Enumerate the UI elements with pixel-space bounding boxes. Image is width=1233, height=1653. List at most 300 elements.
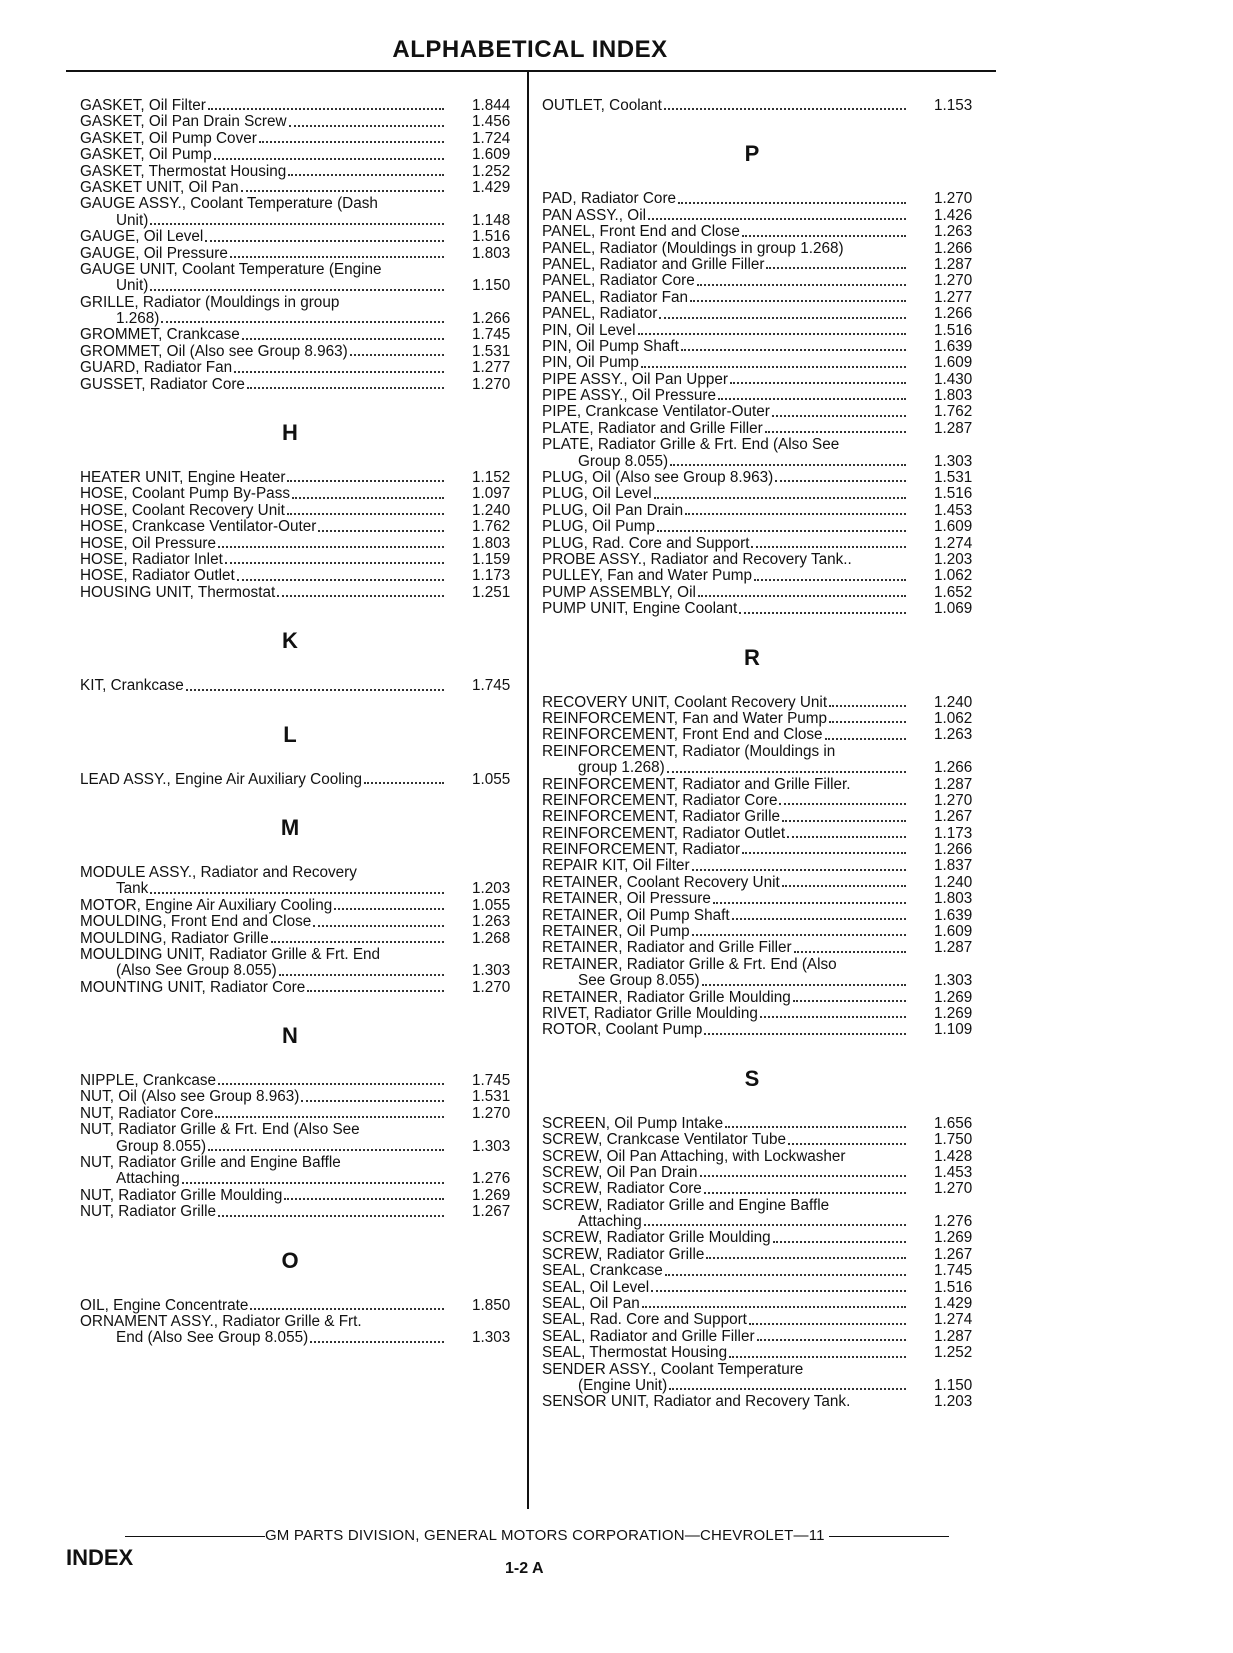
entry-page-ref: 1.531 <box>472 342 511 360</box>
dot-leader <box>218 1204 444 1216</box>
section-letter-heading: M <box>280 814 300 840</box>
entry-name: REINFORCEMENT, Radiator Core <box>542 791 778 809</box>
dot-leader <box>829 695 906 707</box>
index-entry-line <box>80 865 515 881</box>
dot-leader <box>779 793 906 805</box>
dot-leader <box>757 1329 906 1341</box>
index-entry <box>80 519 515 535</box>
index-entry <box>80 470 515 486</box>
dot-leader <box>150 213 444 225</box>
index-entry <box>542 1378 977 1394</box>
entry-name: MOTOR, Engine Air Auxiliary Cooling <box>80 896 333 914</box>
index-entry <box>542 355 977 371</box>
entry-name: SCREW, Crankcase Ventilator Tube <box>542 1131 787 1149</box>
index-entry <box>80 1073 515 1089</box>
entry-page-ref: 1.803 <box>472 534 511 552</box>
dot-leader <box>218 536 444 548</box>
index-entry <box>80 898 515 914</box>
entry-page-ref: 1.203 <box>472 880 511 898</box>
dot-leader <box>775 470 906 482</box>
entry-page-ref: 1.270 <box>472 375 511 393</box>
entry-page-ref: 1.303 <box>472 962 511 980</box>
dot-leader <box>271 931 444 943</box>
column-divider <box>527 72 529 1509</box>
index-entry <box>542 777 977 793</box>
entry-page-ref: 1.745 <box>472 326 511 344</box>
entry-name: ROTOR, Coolant Pump <box>542 1021 703 1039</box>
dot-leader <box>704 1181 906 1193</box>
entry-page-ref: 1.266 <box>934 841 973 859</box>
index-entry-line <box>542 744 977 760</box>
entry-page-ref: 1.062 <box>934 567 973 585</box>
entry-page-ref: 1.269 <box>934 1229 973 1247</box>
dot-leader <box>665 1263 906 1275</box>
dot-leader <box>690 290 906 302</box>
index-entry <box>542 372 977 388</box>
dot-leader <box>853 777 906 789</box>
index-entry <box>542 404 977 420</box>
entry-name: Group 8.055) <box>542 454 670 470</box>
index-entry <box>542 940 977 956</box>
dot-leader <box>150 881 444 893</box>
entry-name: HEATER UNIT, Engine Heater <box>80 469 286 487</box>
entry-page-ref: 1.062 <box>934 709 973 727</box>
entry-page-ref: 1.303 <box>934 972 973 990</box>
entry-name: 1.268) <box>80 311 161 327</box>
entry-name: NUT, Radiator Grille Moulding <box>80 1186 283 1204</box>
entry-name: PIPE, Crankcase Ventilator-Outer <box>542 403 770 421</box>
dot-leader <box>706 1247 906 1259</box>
entry-name: SEAL, Crankcase <box>542 1262 663 1280</box>
entry-name: REINFORCEMENT, Radiator Grille <box>542 808 780 826</box>
dot-leader <box>237 568 444 580</box>
entry-page-ref: 1.148 <box>472 211 511 229</box>
entry-page-ref: 1.270 <box>472 1104 511 1122</box>
entry-name: PLUG, Oil Pump <box>542 518 656 536</box>
index-entry <box>80 536 515 552</box>
entry-name: PLUG, Oil Pan Drain <box>542 501 684 519</box>
dot-leader <box>846 241 906 253</box>
entry-page-ref: 1.270 <box>934 190 973 208</box>
dot-leader <box>242 327 444 339</box>
index-entry <box>542 257 977 273</box>
index-entry <box>80 278 515 294</box>
dot-leader <box>288 164 444 176</box>
entry-name: NUT, Radiator Core <box>80 1104 214 1122</box>
entry-name: MOUNTING UNIT, Radiator Core <box>80 978 306 996</box>
index-entry <box>80 678 515 694</box>
entry-name: SEAL, Oil Level <box>542 1278 650 1296</box>
dot-leader <box>669 1378 906 1390</box>
index-entry <box>542 454 977 470</box>
entry-page-ref: 1.750 <box>934 1131 973 1149</box>
index-entry <box>80 1089 515 1105</box>
entry-page-ref: 1.274 <box>934 534 973 552</box>
entry-page-ref: 1.266 <box>934 759 973 777</box>
entry-page-ref: 1.609 <box>934 518 973 536</box>
footer-rule-left <box>125 1536 265 1537</box>
dot-leader <box>829 711 906 723</box>
entry-name: PULLEY, Fan and Water Pump <box>542 567 753 585</box>
index-entry <box>542 585 977 601</box>
dot-leader <box>318 519 444 531</box>
index-entry <box>542 1230 977 1246</box>
index-entry <box>542 1181 977 1197</box>
entry-page-ref: 1.266 <box>934 239 973 257</box>
entry-name: NUT, Radiator Grille & Frt. End (Also See <box>80 1121 360 1139</box>
entry-page-ref: 1.055 <box>472 896 511 914</box>
entry-name: PAN ASSY., Oil <box>542 206 647 224</box>
index-entry <box>542 388 977 404</box>
entry-name: HOSE, Coolant Recovery Unit <box>80 501 285 519</box>
index-entry <box>80 311 515 327</box>
entry-page-ref: 1.609 <box>934 354 973 372</box>
entry-name: GROMMET, Oil (Also see Group 8.963) <box>80 342 348 360</box>
dot-leader <box>730 372 906 384</box>
entry-name: SCREW, Radiator Core <box>542 1180 702 1198</box>
entry-name: MOULDING UNIT, Radiator Grille & Frt. End <box>80 945 381 963</box>
dot-leader <box>760 1006 906 1018</box>
index-entry <box>542 760 977 776</box>
entry-name: HOUSING UNIT, Thermostat <box>80 583 276 601</box>
entry-name: PLUG, Oil (Also see Group 8.963) <box>542 469 774 487</box>
dot-leader <box>241 180 444 192</box>
index-entry <box>80 1188 515 1204</box>
index-entry <box>80 1139 515 1155</box>
entry-page-ref: 1.456 <box>472 113 511 131</box>
dot-leader <box>739 601 906 613</box>
entry-name: NIPPLE, Crankcase <box>80 1072 217 1090</box>
index-entry <box>542 191 977 207</box>
entry-name: group 1.268) <box>542 760 667 776</box>
dot-leader <box>825 727 906 739</box>
index-entry <box>542 568 977 584</box>
dot-leader <box>848 1149 906 1161</box>
index-entry <box>542 1214 977 1230</box>
entry-name: RECOVERY UNIT, Coolant Recovery Unit <box>542 693 828 711</box>
entry-page-ref: 1.844 <box>472 97 511 114</box>
index-entry <box>80 914 515 930</box>
index-entry <box>80 1330 515 1346</box>
dot-leader <box>161 311 444 323</box>
dot-leader <box>787 826 906 838</box>
index-entry-line <box>542 957 977 973</box>
entry-name: GASKET, Thermostat Housing <box>80 162 287 180</box>
entry-name: (Also See Group 8.055) <box>80 963 279 979</box>
index-entry <box>542 290 977 306</box>
index-entry <box>542 1296 977 1312</box>
index-entry <box>80 552 515 568</box>
dot-leader <box>364 772 444 784</box>
dot-leader <box>642 1296 906 1308</box>
dot-leader <box>289 114 444 126</box>
page-number: 1-2 A <box>505 1560 544 1577</box>
entry-page-ref: 1.267 <box>472 1203 511 1221</box>
entry-page-ref: 1.268 <box>472 929 511 947</box>
index-entry <box>80 98 515 114</box>
index-entry <box>542 1394 977 1410</box>
dot-leader <box>732 908 906 920</box>
entry-name: GASKET UNIT, Oil Pan <box>80 178 239 196</box>
entry-name: End (Also See Group 8.055) <box>80 1330 310 1346</box>
dot-leader <box>854 552 906 564</box>
footer-rule-right <box>829 1536 949 1537</box>
entry-name: SENSOR UNIT, Radiator and Recovery Tank. <box>542 1393 851 1411</box>
dot-leader <box>766 257 906 269</box>
entry-page-ref: 1.803 <box>934 890 973 908</box>
entry-page-ref: 1.639 <box>934 906 973 924</box>
entry-name: MOULDING, Front End and Close <box>80 913 312 931</box>
dot-leader <box>794 940 906 952</box>
dot-leader <box>704 1022 906 1034</box>
entry-page-ref: 1.269 <box>934 988 973 1006</box>
index-entry <box>542 1263 977 1279</box>
dot-leader <box>742 842 906 854</box>
section-letter-heading: O <box>281 1247 299 1273</box>
dot-leader <box>218 1073 444 1085</box>
entry-name: GAUGE ASSY., Coolant Temperature (Dash <box>80 195 378 213</box>
index-entry-line <box>80 1122 515 1138</box>
index-entry <box>542 875 977 891</box>
entry-name: GUARD, Radiator Fan <box>80 359 233 377</box>
dot-leader <box>279 963 444 975</box>
entry-page-ref: 1.263 <box>472 913 511 931</box>
entry-name: PUMP UNIT, Engine Coolant <box>542 600 738 618</box>
index-entry <box>80 147 515 163</box>
entry-page-ref: 1.109 <box>934 1021 973 1039</box>
entry-page-ref: 1.277 <box>472 359 511 377</box>
index-entry <box>542 1132 977 1148</box>
entry-name: PIPE ASSY., Oil Pan Upper <box>542 370 728 388</box>
footer-publisher-line <box>82 1527 992 1544</box>
entry-name: SCREW, Radiator Grille and Engine Baffle <box>542 1196 830 1214</box>
dot-leader <box>641 355 906 367</box>
entry-page-ref: 1.240 <box>934 873 973 891</box>
index-entry <box>542 208 977 224</box>
dot-leader <box>638 323 906 335</box>
entry-name: PROBE ASSY., Radiator and Recovery Tank.. <box>542 550 852 568</box>
dot-leader <box>654 486 906 498</box>
index-entry <box>542 339 977 355</box>
index-entry <box>542 1165 977 1181</box>
index-entry-line <box>80 947 515 963</box>
entry-name: NUT, Oil (Also see Group 8.963) <box>80 1088 300 1106</box>
entry-page-ref: 1.270 <box>472 978 511 996</box>
entry-page-ref: 1.429 <box>934 1295 973 1313</box>
dot-leader <box>782 809 906 821</box>
entry-name: REINFORCEMENT, Fan and Water Pump <box>542 709 828 727</box>
index-entry <box>80 344 515 360</box>
dot-leader <box>225 552 444 564</box>
index-entry <box>80 164 515 180</box>
dot-leader <box>657 519 906 531</box>
dot-leader <box>250 1298 444 1310</box>
entry-page-ref: 1.269 <box>934 1004 973 1022</box>
entry-name: PAD, Radiator Core <box>542 190 677 208</box>
dot-leader <box>772 404 906 416</box>
entry-name: PANEL, Radiator Fan <box>542 288 688 306</box>
index-entry <box>542 1345 977 1361</box>
entry-page-ref: 1.303 <box>934 452 973 470</box>
entry-page-ref: 1.266 <box>472 310 511 328</box>
index-entry <box>542 552 977 568</box>
entry-name: GUSSET, Radiator Core <box>80 375 245 393</box>
entry-name: RETAINER, Radiator and Grille Filler <box>542 939 792 957</box>
entry-name: SEAL, Radiator and Grille Filler <box>542 1327 755 1345</box>
entry-page-ref: 1.252 <box>934 1344 973 1362</box>
entry-page-ref: 1.266 <box>934 305 973 323</box>
index-entry <box>80 486 515 502</box>
entry-name: SCREEN, Oil Pump Intake <box>542 1114 724 1132</box>
entry-page-ref: 1.277 <box>934 288 973 306</box>
entry-name: PIN, Oil Pump Shaft <box>542 337 679 355</box>
entry-page-ref: 1.287 <box>934 1327 973 1345</box>
dot-leader <box>659 306 906 318</box>
index-entry <box>542 1116 977 1132</box>
entry-page-ref: 1.274 <box>934 1311 973 1329</box>
entry-name: PANEL, Radiator <box>542 305 658 323</box>
entry-name: GRILLE, Radiator (Mouldings in group <box>80 293 340 311</box>
index-entry <box>542 241 977 257</box>
entry-name: Group 8.055) <box>80 1139 208 1155</box>
entry-name: REPAIR KIT, Oil Filter <box>542 857 690 875</box>
index-entry <box>80 931 515 947</box>
dot-leader <box>788 1132 906 1144</box>
dot-leader <box>713 891 906 903</box>
dot-leader <box>307 980 444 992</box>
dot-leader <box>773 1230 906 1242</box>
dot-leader <box>230 246 444 258</box>
entry-name: PIPE ASSY., Oil Pressure <box>542 387 717 405</box>
entry-page-ref: 1.287 <box>934 775 973 793</box>
entry-name: RETAINER, Radiator Grille & Frt. End (Also <box>542 955 837 973</box>
entry-name: RETAINER, Oil Pressure <box>542 890 711 908</box>
entry-name: PANEL, Radiator and Grille Filler <box>542 255 765 273</box>
entry-page-ref: 1.263 <box>934 726 973 744</box>
index-entry <box>542 973 977 989</box>
entry-page-ref: 1.150 <box>472 277 511 295</box>
index-entry <box>542 1247 977 1263</box>
entry-name: PLUG, Rad. Core and Support <box>542 534 750 552</box>
section-letter-heading: S <box>744 1065 760 1091</box>
entry-page-ref: 1.426 <box>934 206 973 224</box>
dot-leader <box>186 678 444 690</box>
entry-page-ref: 1.303 <box>472 1137 511 1155</box>
entry-page-ref: 1.203 <box>934 550 973 568</box>
index-entry <box>542 858 977 874</box>
entry-name: REINFORCEMENT, Front End and Close <box>542 726 823 744</box>
index-entry-line <box>80 295 515 311</box>
entry-name: SCREW, Radiator Grille Moulding <box>542 1229 771 1247</box>
entry-page-ref: 1.069 <box>934 600 973 618</box>
entry-page-ref: 1.803 <box>934 387 973 405</box>
entry-page-ref: 1.150 <box>934 1377 973 1394</box>
index-entry <box>80 327 515 343</box>
index-entry <box>542 1006 977 1022</box>
dot-leader <box>301 1089 444 1101</box>
index-entry <box>80 980 515 996</box>
entry-name: PANEL, Radiator Core <box>542 272 695 290</box>
dot-leader <box>208 98 444 110</box>
entry-page-ref: 1.152 <box>472 469 511 487</box>
dot-leader <box>681 339 906 351</box>
entry-name: SENDER ASSY., Coolant Temperature <box>542 1360 804 1378</box>
dot-leader <box>247 377 444 389</box>
entry-name: (Engine Unit) <box>542 1378 669 1394</box>
entry-name: RIVET, Radiator Grille Moulding <box>542 1004 758 1022</box>
entry-name: REINFORCEMENT, Radiator <box>542 841 741 859</box>
index-entry <box>80 568 515 584</box>
dot-leader <box>664 98 906 110</box>
dot-leader <box>725 1116 906 1128</box>
entry-page-ref: 1.430 <box>934 370 973 388</box>
index-entry <box>542 273 977 289</box>
entry-name: NUT, Radiator Grille <box>80 1203 217 1221</box>
entry-name: HOSE, Radiator Outlet <box>80 567 235 585</box>
index-entry <box>80 246 515 262</box>
dot-leader <box>284 1188 444 1200</box>
entry-name: Unit) <box>80 278 150 294</box>
entry-page-ref: 1.516 <box>934 485 973 503</box>
entry-page-ref: 1.639 <box>934 337 973 355</box>
index-entry-line <box>80 196 515 212</box>
dot-leader <box>702 973 906 985</box>
entry-page-ref: 1.453 <box>934 501 973 519</box>
index-entry-line <box>542 1362 977 1378</box>
dot-leader <box>765 421 906 433</box>
entry-page-ref: 1.173 <box>472 567 511 585</box>
dot-leader <box>697 273 906 285</box>
dot-leader <box>644 1214 906 1226</box>
dot-leader <box>700 1165 906 1177</box>
index-entry <box>80 213 515 229</box>
index-entry <box>542 826 977 842</box>
right-column <box>542 98 977 1411</box>
dot-leader <box>754 568 906 580</box>
index-entry <box>542 421 977 437</box>
entry-name: RETAINER, Radiator Grille Moulding <box>542 988 791 1006</box>
section-letter-heading: K <box>282 628 298 654</box>
entry-page-ref: 1.251 <box>472 583 511 601</box>
entry-name: SEAL, Oil Pan <box>542 1295 640 1313</box>
index-entry <box>542 908 977 924</box>
index-entry <box>542 601 977 617</box>
dot-leader <box>782 875 906 887</box>
index-entry-line <box>542 1198 977 1214</box>
entry-page-ref: 1.055 <box>472 770 511 788</box>
entry-page-ref: 1.153 <box>934 97 973 114</box>
entry-name: HOSE, Crankcase Ventilator-Outer <box>80 518 317 536</box>
index-entry <box>542 536 977 552</box>
entry-name: RETAINER, Oil Pump Shaft <box>542 906 730 924</box>
dot-leader <box>667 760 906 772</box>
entry-name: REINFORCEMENT, Radiator Outlet <box>542 824 786 842</box>
entry-name: SEAL, Thermostat Housing <box>542 1344 728 1362</box>
index-entry <box>542 486 977 502</box>
entry-page-ref: 1.203 <box>934 1393 973 1411</box>
index-entry <box>542 519 977 535</box>
entry-name: PLUG, Oil Level <box>542 485 652 503</box>
dot-leader <box>350 344 444 356</box>
dot-leader <box>651 1280 906 1292</box>
entry-page-ref: 1.270 <box>934 1180 973 1198</box>
entry-page-ref: 1.240 <box>934 693 973 711</box>
dot-leader <box>729 1345 906 1357</box>
entry-name: NUT, Radiator Grille and Engine Baffle <box>80 1154 341 1172</box>
dot-leader <box>205 229 444 241</box>
index-entry <box>542 1280 977 1296</box>
entry-name: GAUGE UNIT, Coolant Temperature (Engine <box>80 260 382 278</box>
